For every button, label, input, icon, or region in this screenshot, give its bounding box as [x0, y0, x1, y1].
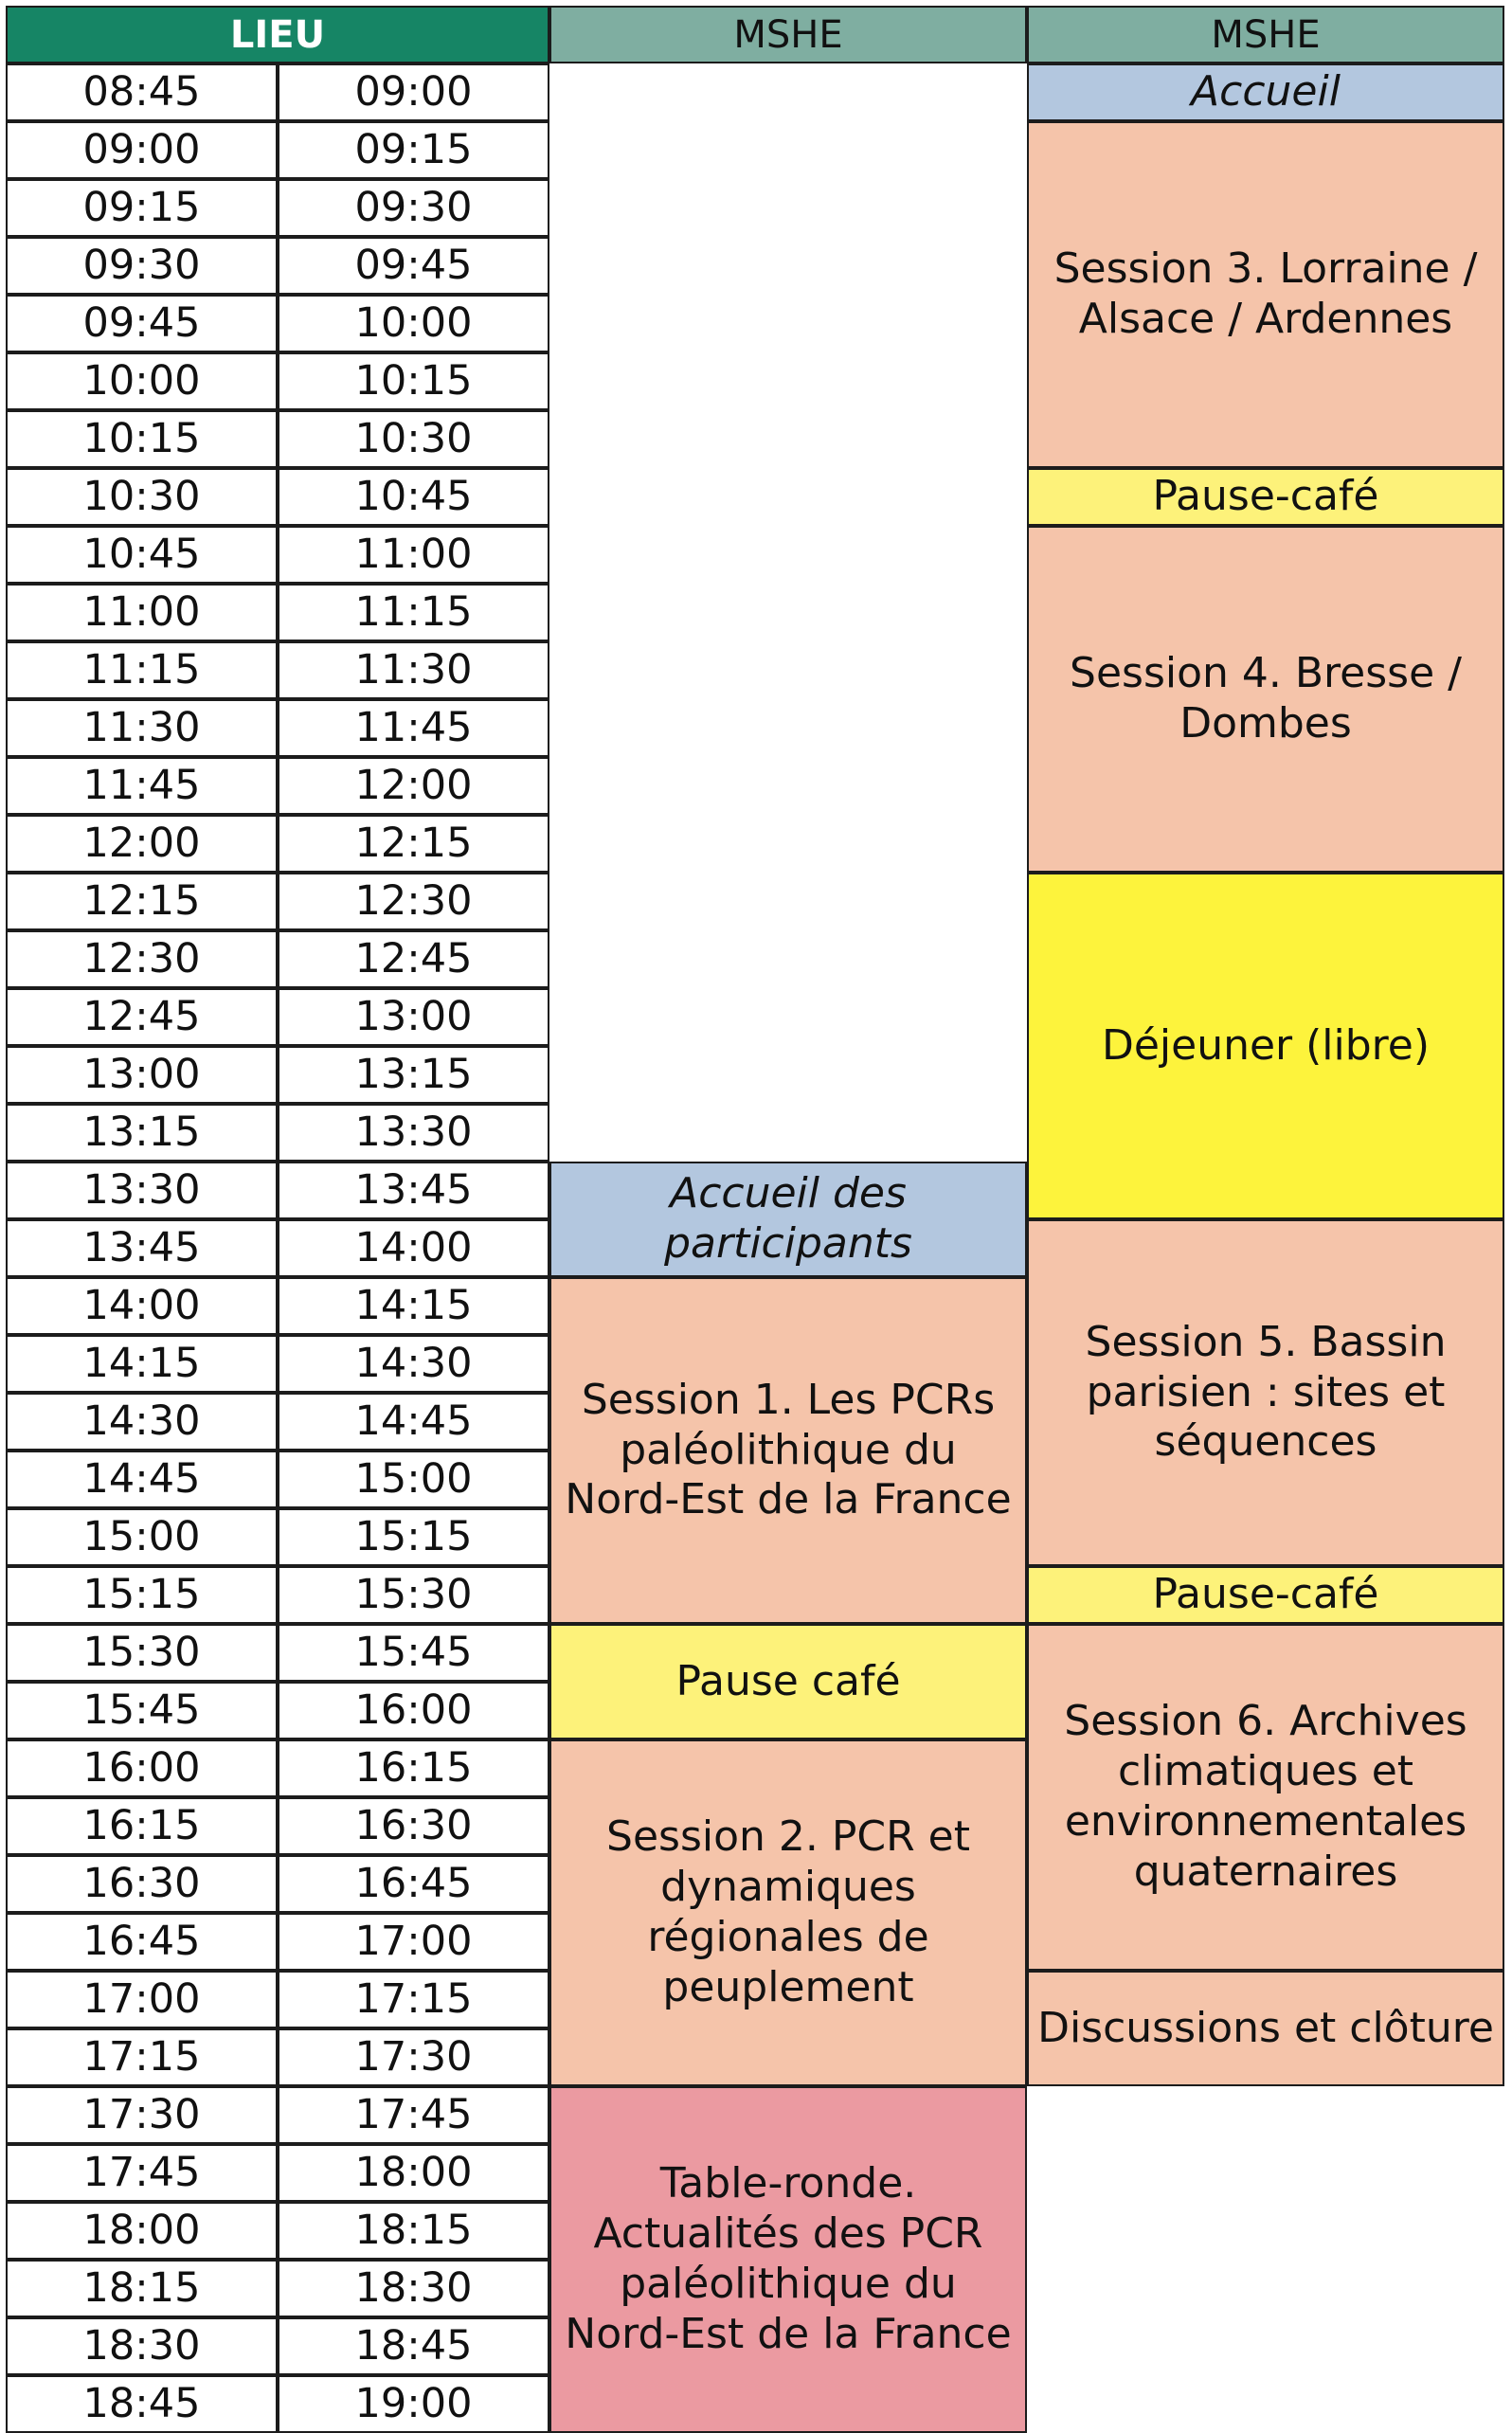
time-start-cell: 10:15: [6, 410, 278, 468]
time-start-cell: 13:30: [6, 1162, 278, 1219]
time-end-cell: 17:15: [278, 1971, 549, 2028]
time-end-cell: 11:15: [278, 584, 549, 641]
time-start-cell: 09:45: [6, 295, 278, 352]
time-start-cell: 11:45: [6, 757, 278, 815]
time-end-cell: 09:00: [278, 63, 549, 121]
time-start-cell: 18:15: [6, 2260, 278, 2317]
time-end-cell: 14:15: [278, 1277, 549, 1335]
event-d2-session6: Session 6. Archives climatiques et environnementales quaternaires: [1027, 1624, 1504, 1971]
time-start-cell: 15:15: [6, 1566, 278, 1624]
time-end-cell: 09:15: [278, 121, 549, 179]
header-site-day2: MSHE: [1027, 6, 1504, 63]
event-d1-table-ronde: Table-ronde. Actualités des PCR paléolithique du Nord-Est de la France: [549, 2086, 1027, 2433]
event-d2-dejeuner: Déjeuner (libre): [1027, 873, 1504, 1219]
time-end-cell: 17:45: [278, 2086, 549, 2144]
header-lieu: LIEU: [6, 6, 549, 63]
time-start-cell: 15:30: [6, 1624, 278, 1682]
empty-slot: [549, 63, 1027, 1162]
time-end-cell: 12:00: [278, 757, 549, 815]
time-start-cell: 08:45: [6, 63, 278, 121]
time-end-cell: 18:30: [278, 2260, 549, 2317]
event-d2-pause1: Pause-café: [1027, 468, 1504, 526]
time-end-cell: 15:45: [278, 1624, 549, 1682]
time-start-cell: 09:15: [6, 179, 278, 237]
time-start-cell: 14:15: [6, 1335, 278, 1393]
event-d1-accueil: Accueil des participants: [549, 1162, 1027, 1277]
time-start-cell: 13:00: [6, 1046, 278, 1104]
time-start-cell: 09:00: [6, 121, 278, 179]
event-d1-session1: Session 1. Les PCRs paléolithique du Nord-Est de la France: [549, 1277, 1027, 1624]
time-end-cell: 16:45: [278, 1855, 549, 1913]
time-start-cell: 16:45: [6, 1913, 278, 1971]
time-end-cell: 13:45: [278, 1162, 549, 1219]
time-end-cell: 10:30: [278, 410, 549, 468]
event-d2-discussions: Discussions et clôture: [1027, 1971, 1504, 2086]
time-end-cell: 14:45: [278, 1393, 549, 1451]
time-end-cell: 10:45: [278, 468, 549, 526]
schedule-table: [6, 6, 1504, 2433]
time-start-cell: 12:30: [6, 930, 278, 988]
time-end-cell: 15:30: [278, 1566, 549, 1624]
time-start-cell: 11:30: [6, 699, 278, 757]
time-end-cell: 18:45: [278, 2317, 549, 2375]
time-end-cell: 11:45: [278, 699, 549, 757]
time-end-cell: 13:30: [278, 1104, 549, 1162]
time-start-cell: 16:00: [6, 1739, 278, 1797]
time-start-cell: 12:45: [6, 988, 278, 1046]
empty-slot: [1027, 2086, 1504, 2433]
event-d2-accueil: Accueil: [1027, 63, 1504, 121]
time-end-cell: 17:00: [278, 1913, 549, 1971]
time-end-cell: 10:15: [278, 352, 549, 410]
time-end-cell: 10:00: [278, 295, 549, 352]
time-start-cell: 16:15: [6, 1797, 278, 1855]
time-end-cell: 19:00: [278, 2375, 549, 2433]
time-end-cell: 16:00: [278, 1682, 549, 1739]
time-start-cell: 13:45: [6, 1219, 278, 1277]
time-start-cell: 10:00: [6, 352, 278, 410]
time-end-cell: 12:15: [278, 815, 549, 873]
time-start-cell: 17:45: [6, 2144, 278, 2202]
time-end-cell: 17:30: [278, 2028, 549, 2086]
time-start-cell: 17:30: [6, 2086, 278, 2144]
event-d2-pause2: Pause-café: [1027, 1566, 1504, 1624]
time-start-cell: 18:00: [6, 2202, 278, 2260]
time-end-cell: 13:15: [278, 1046, 549, 1104]
time-end-cell: 14:30: [278, 1335, 549, 1393]
time-start-cell: 14:30: [6, 1393, 278, 1451]
time-end-cell: 16:30: [278, 1797, 549, 1855]
time-end-cell: 16:15: [278, 1739, 549, 1797]
time-start-cell: 14:45: [6, 1451, 278, 1508]
time-start-cell: 13:15: [6, 1104, 278, 1162]
event-d2-session5: Session 5. Bassin parisien : sites et séquences: [1027, 1219, 1504, 1566]
time-start-cell: 12:00: [6, 815, 278, 873]
time-start-cell: 14:00: [6, 1277, 278, 1335]
time-end-cell: 11:00: [278, 526, 549, 584]
time-end-cell: 09:45: [278, 237, 549, 295]
event-d1-session2: Session 2. PCR et dynamiques régionales de peuplement: [549, 1739, 1027, 2086]
time-end-cell: 15:00: [278, 1451, 549, 1508]
time-start-cell: 11:00: [6, 584, 278, 641]
time-start-cell: 10:45: [6, 526, 278, 584]
time-end-cell: 18:15: [278, 2202, 549, 2260]
event-d2-session4: Session 4. Bresse / Dombes: [1027, 526, 1504, 873]
time-end-cell: 11:30: [278, 641, 549, 699]
event-d2-session3: Session 3. Lorraine / Alsace / Ardennes: [1027, 121, 1504, 468]
time-start-cell: 17:00: [6, 1971, 278, 2028]
time-end-cell: 13:00: [278, 988, 549, 1046]
time-start-cell: 09:30: [6, 237, 278, 295]
time-end-cell: 12:30: [278, 873, 549, 930]
time-end-cell: 09:30: [278, 179, 549, 237]
time-start-cell: 16:30: [6, 1855, 278, 1913]
time-start-cell: 15:00: [6, 1508, 278, 1566]
time-start-cell: 12:15: [6, 873, 278, 930]
time-end-cell: 12:45: [278, 930, 549, 988]
header-site-day1: MSHE: [549, 6, 1027, 63]
time-end-cell: 14:00: [278, 1219, 549, 1277]
time-start-cell: 18:30: [6, 2317, 278, 2375]
time-end-cell: 18:00: [278, 2144, 549, 2202]
time-start-cell: 15:45: [6, 1682, 278, 1739]
event-d1-pause: Pause café: [549, 1624, 1027, 1739]
time-end-cell: 15:15: [278, 1508, 549, 1566]
time-start-cell: 17:15: [6, 2028, 278, 2086]
time-start-cell: 18:45: [6, 2375, 278, 2433]
time-start-cell: 11:15: [6, 641, 278, 699]
time-start-cell: 10:30: [6, 468, 278, 526]
